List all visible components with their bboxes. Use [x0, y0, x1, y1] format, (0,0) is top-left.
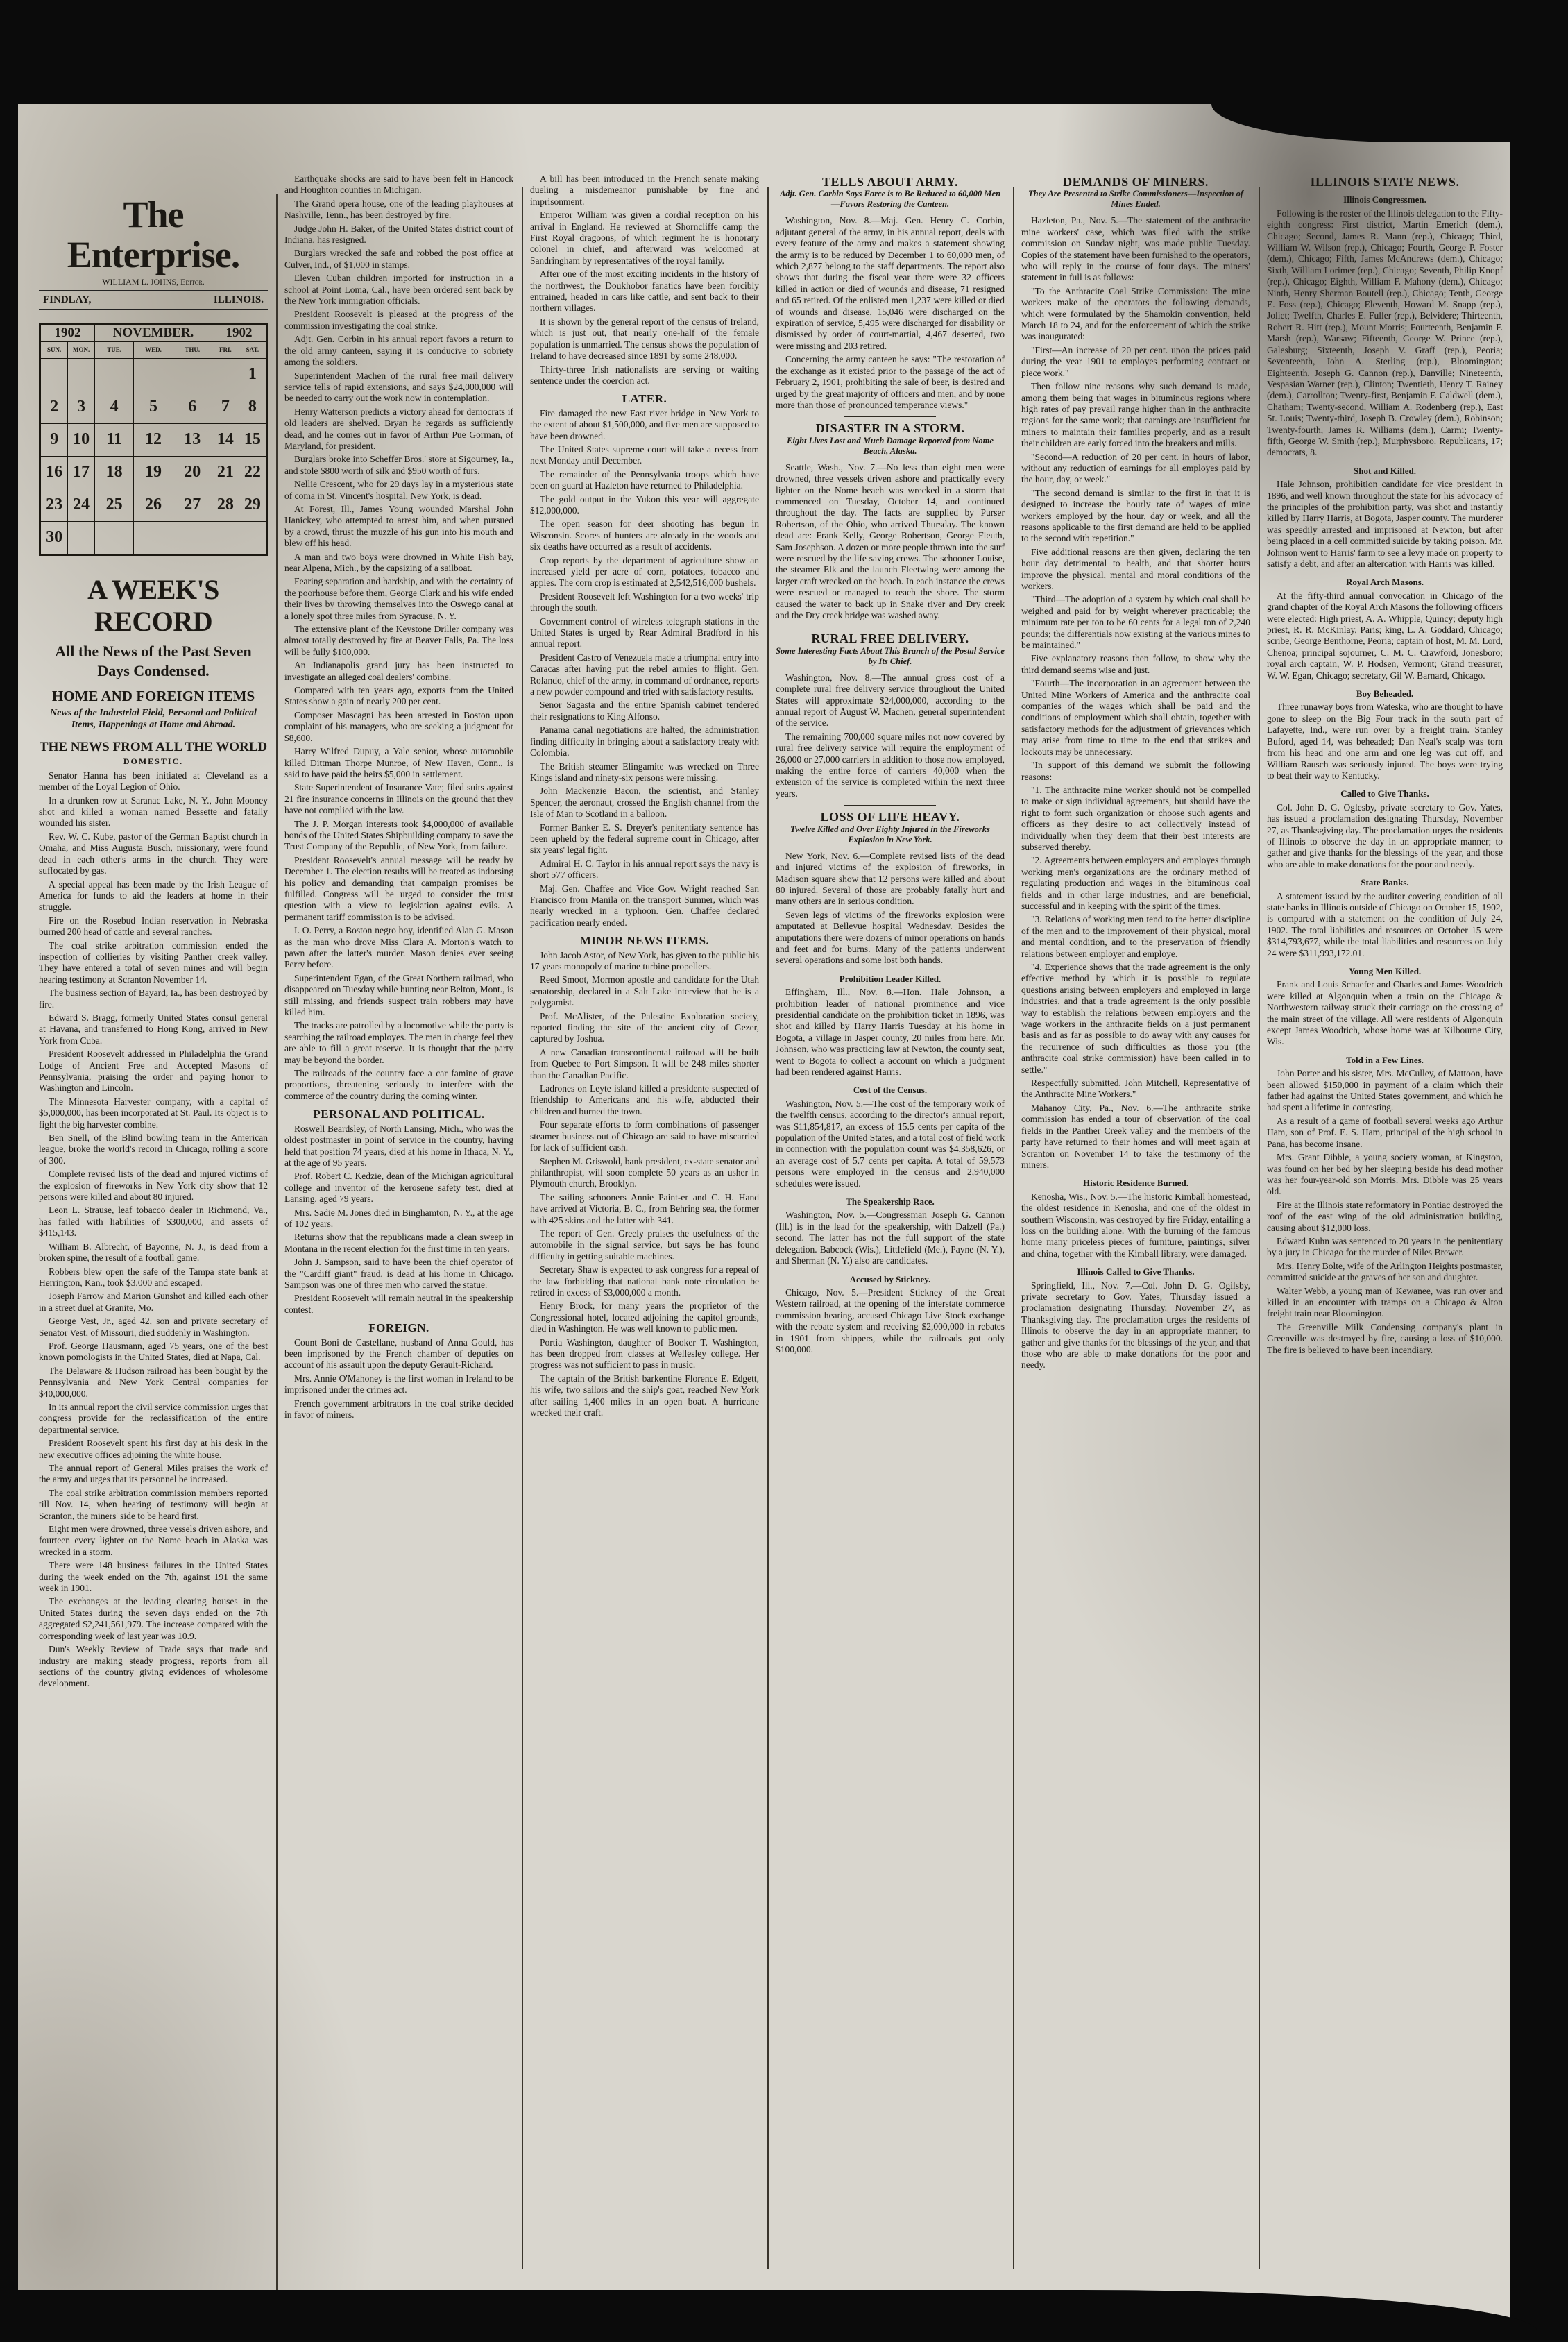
calendar-day: [94, 521, 133, 554]
calendar-day: [40, 358, 68, 391]
deck-rural-delivery: Some Interesting Facts About This Branch of the Postal Service by Its Chief.: [776, 645, 1005, 666]
torn-paper-edge: [1211, 104, 1537, 142]
calendar-day: 16: [40, 456, 68, 489]
article-paragraph: President Roosevelt left Washington for a two weeks' trip through the south.: [530, 591, 759, 613]
article-paragraph: William B. Albrecht, of Bayonne, N. J., is dead from a broken spine, the result of a football game.: [39, 1241, 268, 1264]
section-subheading: PERSONAL AND POLITICAL.: [313, 1108, 485, 1121]
article-paragraph: President Roosevelt will remain neutral in the speakership contest.: [284, 1293, 513, 1315]
article-paragraph: After one of the most exciting incidents in the history of the northwest, the Doukhobor fanatics have been forcibly entrained, headed in cars like cattle, and sent back to their northern villages.: [530, 269, 759, 314]
article-paragraph: A bill has been introduced in the French senate making dueling a misdemeanor punishable by fine and imprisonment.: [530, 173, 759, 207]
article-paragraph: "1. The anthracite mine worker should not be compelled to make or sign individual agreements, but should have the right to form such organization or choose such agents and officers as they desire to act collectively instead of individually when they deem that their best interests are subserved thereby.: [1021, 784, 1250, 852]
article-paragraph: George Vest, Jr., aged 42, son and private secretary of Senator Vest, of Missouri, died suddenly in Washington.: [39, 1316, 268, 1338]
calendar-day: 4: [94, 391, 133, 423]
headline-rural-delivery: RURAL FREE DELIVERY.: [811, 631, 969, 646]
calendar-day: 20: [173, 456, 212, 489]
article-paragraph: Fearing separation and hardship, and with the certainty of the poorhouse before them, George Clark and his wife ended their lives by throwing themselves into the Oswego canal at a lonely spot three miles from Syracuse, N. Y.: [284, 576, 513, 621]
calendar-day: 5: [134, 391, 173, 423]
calendar-day: 9: [40, 423, 68, 456]
calendar-day: [94, 358, 133, 391]
article-paragraph: Fire damaged the new East river bridge in New York to the extent of about $1,500,000, and five men are supposed to have been drowned.: [530, 407, 759, 441]
article-paragraph: In its annual report the civil service commission urges that congress provide for the reclassification of the entire departmental service.: [39, 1401, 268, 1435]
calendar-day: 19: [134, 456, 173, 489]
article-paragraph: Secretary Shaw is expected to ask congress for a repeal of the law forbidding that national bank note circulation be retired in excess of $3,000,000 a month.: [530, 1264, 759, 1298]
article-paragraph: State Superintendent of Insurance Vate; filed suits against 21 fire insurance concerns in Illinois on the ground that they have not complied with the law.: [284, 782, 513, 816]
calendar-day: 26: [134, 489, 173, 521]
section-subheading: Told in a Few Lines.: [1346, 1054, 1424, 1065]
article-paragraph: Kenosha, Wis., Nov. 5.—The historic Kimball homestead, the oldest residence in Kenosha, and one of the oldest in southern Wisconsin, was destroyed by fire Friday, entailing a loss on the building alone. With the burning of the famous home many priceless pieces of furniture, paintings, silver and china, together with the Kimball library, were damaged.: [1021, 1191, 1250, 1259]
article-paragraph: The business section of Bayard, Ia., has been destroyed by fire.: [39, 987, 268, 1010]
section-subheading: Royal Arch Masons.: [1345, 577, 1424, 588]
article-paragraph: The report of Gen. Greely praises the usefulness of the automobile in the signal service, but says he has found difficulty in getting suitable machines.: [530, 1228, 759, 1262]
article-paragraph: Senator Hanna has been initiated at Cleveland as a member of the Loyal Legion of Ohio.: [39, 770, 268, 792]
calendar-day: 21: [212, 456, 239, 489]
article-paragraph: There were 148 business failures in the United States during the week ended on the 7th, against 191 the same week in 1901.: [39, 1560, 268, 1594]
article-paragraph: Burglars wrecked the safe and robbed the post office at Culver, Ind., of $1,000 in stamps.: [284, 248, 513, 270]
calendar-week: [40, 489, 267, 521]
article-paragraph: Superintendent Egan, of the Great Northern railroad, who disappeared on Tuesday while hunting near Belton, Mont., is still missing, and friends suspect train robbers may have killed him.: [284, 972, 513, 1018]
calendar-week: [40, 391, 267, 423]
article-paragraph: Mrs. Grant Dibble, a young society woman, at Kingston, was found on her bed by her sleeping beside his dead mother was her four-year-old son Morris. Mrs. Dibble was 25 years old.: [1267, 1152, 1503, 1197]
calendar-weekday: FRI.: [212, 342, 239, 358]
section-subheading: Illinois Called to Give Thanks.: [1077, 1266, 1195, 1278]
article-paragraph: Composer Mascagni has been arrested in Boston upon complaint of his managers, who are seeking a judgment for $8,600.: [284, 709, 513, 743]
article-paragraph: Thirty-three Irish nationalists are serving or waiting sentence under the coercion act.: [530, 364, 759, 386]
calendar-day: 28: [212, 489, 239, 521]
calendar-week: [40, 358, 267, 391]
article-paragraph: Rev. W. C. Kube, pastor of the German Baptist church in Omaha, and Miss Augusta Busch, missionary, were found dead in each other's arms in the church. They were suffocated by gas.: [39, 831, 268, 876]
calendar-day: 14: [212, 423, 239, 456]
article-paragraph: Superintendent Machen of the rural free mail delivery service tells of rapid extensions, and says $24,000,000 will be needed to carry out the work now in contemplation.: [284, 370, 513, 404]
article-paragraph: Springfield, Ill., Nov. 7.—Col. John D. G. Ogilsby, private secretary to Gov. Yates, Thursday issued a proclamation designating Thursday, November 27, as Thanksgiving day. The proclamation urges the residents of Illinois to observe the day in an appropriate manner; to gather and give thanks for the blessings of the year, and that those who are able to make donations for the poor and needy.: [1021, 1280, 1250, 1371]
calendar-day: 24: [68, 489, 95, 521]
calendar-weekday: THU.: [173, 342, 212, 358]
calendar-day: 23: [40, 489, 68, 521]
article-paragraph: John Jacob Astor, of New York, has given to the public his 17 years monopoly of marine turbine propellers.: [530, 949, 759, 971]
article-paragraph: A statement issued by the auditor covering condition of all state banks in Illinois outside of Chicago on October 15, 1902, is compared with a statement on the condition of July 24, 1902. The total liabilities and resources on October 15 were $314,793,677, while the total liabilities and resources on July 24 were $311,993,172.01.: [1267, 890, 1503, 958]
article-paragraph: The gold output in the Yukon this year will aggregate $12,000,000.: [530, 493, 759, 516]
article-paragraph: Chicago, Nov. 5.—President Stickney of the Great Western railroad, at the opening of the interstate commerce commission hearing, accused Chicago Live Stock exchange with the rebate system and receiving $2,000,000 in rebates in 1901 from shippers, while the railroads got only $100,000.: [776, 1287, 1005, 1355]
article-paragraph: "To the Anthracite Coal Strike Commission: The mine workers make of the operators the following demands, which were formulated by the Shamokin convention, held March 18 to 24, and for the enforcement of which the strike was inaugurated:: [1021, 285, 1250, 342]
article-paragraph: "Second—A reduction of 20 per cent. in hours of labor, without any reduction of earnings for all employes paid by the hour, day, or week.": [1021, 451, 1250, 485]
article-paragraph: Emperor William was given a cordial reception on his arrival in England. He reviewed at Shorncliffe camp the First Royal dragoons, of which regiment he is honorary colonel in chief, and afterward was welcomed at Sandringham by representatives of the royal family.: [530, 210, 759, 266]
article-paragraph: Walter Webb, a young man of Kewanee, was run over and killed in an encounter with tramps on a Chicago & Alton freight train near Bloomington.: [1267, 1285, 1503, 1319]
article-paragraph: Judge John H. Baker, of the United States district court of Indiana, has resigned.: [284, 223, 513, 246]
article-paragraph: "2. Agreements between employers and employes through working men's organizations are the ordinary method of regulating production and wages in the bituminous coal fields and in other large industries, and are beneficial, successful and in keeping with the spirit of the times.: [1021, 855, 1250, 911]
section-subheading: Cost of the Census.: [853, 1085, 928, 1096]
article-paragraph: Henry Brock, for many years the proprietor of the Congressional hotel, located adjoining the capitol grounds, died in Washington. He was well known to public men.: [530, 1300, 759, 1334]
section-subheading: Boy Beheaded.: [1356, 688, 1414, 699]
article-paragraph: Former Banker E. S. Dreyer's penitentiary sentence has been upheld by the federal supreme court in Chicago, after six years' legal fight.: [530, 822, 759, 856]
article-paragraph: Crop reports by the department of agriculture show an increased yield per acre of corn, potatoes, tobacco and apples. The corn crop is estimated at 2,542,516,000 bushels.: [530, 554, 759, 588]
article-paragraph: President Roosevelt spent his first day at his desk in the new executive offices adjoining the white house.: [39, 1438, 268, 1460]
article-paragraph: Henry Watterson predicts a victory ahead for democrats if old leaders are shelved. Bryan he regards as sufficiently dead, and he comes out in favor of Arthur Pue Gorman, of Maryland, for president.: [284, 406, 513, 451]
calendar-weekdays: [40, 342, 267, 358]
masthead: [39, 194, 268, 310]
section-subheading: FOREIGN.: [368, 1321, 429, 1335]
column-5-articles: [1021, 215, 1250, 1371]
calendar-day: [212, 358, 239, 391]
article-paragraph: "4. Experience shows that the trade agreement is the only effective method by which it is possible to regulate questions arising between employers and employed in large industries, and that a trade agreement is the only possible way to establish the relations between employers and the wage workers in the anthracite fields on a just permanent basis and as far as possible to do away with any causes for the recurrence of such difficulties as those you (the anthracite coal strike commission) have been called in to settle.": [1021, 962, 1250, 1075]
calendar-day: 25: [94, 489, 133, 521]
calendar-days: [40, 358, 267, 554]
calendar-day: 3: [68, 391, 95, 423]
calendar-week: [40, 521, 267, 554]
section-subheading: Called to Give Thanks.: [1340, 788, 1429, 799]
section-subheading: Illinois Congressmen.: [1343, 194, 1426, 205]
article-paragraph: Panama canal negotiations are halted, the administration finding difficulty in bringing about a satisfactory treaty with Colombia.: [530, 724, 759, 758]
column-5: [1021, 173, 1250, 2311]
article-paragraph: Three runaway boys from Wateska, who are thought to have gone to sleep on the Big Four track in the south part of Lafayette, Ind., were run over by a freight train. Stanley Buford, aged 14, was beheaded; Dan Neal's scalp was torn from his head and one arm and one leg was cut off, and William Rausch was seriously injured. The boys were trying to beat their way to Kentucky.: [1267, 702, 1503, 781]
week-record-subtitle: All the News of the Past Seven Days Condensed.: [55, 642, 252, 679]
calendar-day: 30: [40, 521, 68, 554]
article-paragraph: The remaining 700,000 square miles not now covered by rural free delivery service will require the employment of 26,000 or 27,000 carriers in addition to those now employed, making the entire force of carriers 40,000 when the extension of the service is completed within the next three years.: [776, 731, 1005, 799]
masthead-place: [39, 290, 268, 309]
article-paragraph: A special appeal has been made by the Irish League of America for funds to aid the leaders at home in their struggle.: [39, 879, 268, 913]
article-paragraph: Compared with ten years ago, exports from the United States show a gain of nearly 200 per cent.: [284, 685, 513, 707]
article-paragraph: "The second demand is similar to the first in that it is designed to increase the hourly rate of wages of mine workers employed by the hour, day or week, and all the reasons applicable to the first demand are held to be applied to the second with repetition.": [1021, 487, 1250, 544]
column-1: [39, 104, 268, 2311]
masthead-editor: WILLIAM L. JOHNS, Editor.: [102, 277, 205, 287]
article-paragraph: Joseph Farrow and Marion Gunshot and killed each other in a street duel at Granite, Mo.: [39, 1291, 268, 1313]
domestic-heading: DOMESTIC.: [123, 756, 184, 767]
column-6: [1267, 173, 1503, 2311]
article-paragraph: Prof. McAlister, of the Palestine Exploration society, reported finding the site of the ancient city of Gezer, captured by Joshua.: [530, 1010, 759, 1044]
article-paragraph: Fire at the Illinois state reformatory in Pontiac destroyed the roof of the east wing of the old administration building, causing about $12,000 loss.: [1267, 1199, 1503, 1233]
section-subheading: Historic Residence Burned.: [1082, 1178, 1188, 1189]
article-paragraph: An Indianapolis grand jury has been instructed to investigate an alleged coal dealers' combine.: [284, 660, 513, 682]
article-paragraph: At the fifty-third annual convocation in Chicago of the grand chapter of the Royal Arch Masons the following officers were elected: High priest, A. A. Whipple, Quincy; deputy high priest, R. R. McKinlay, Paris; king, L. A. Goddard, Chicago; scribe, George Benthorne, Peoria; captain of host, M. M. Lord, Chenoa; principal sojourner, C. M. C. Crawford, Jonesboro; royal arch captain, W. P. Hodsen, Vermont; Grand treasurer, W. W. Egan, Chicago; secretary, Gil W. Barnard, Chicago.: [1267, 590, 1503, 681]
article-paragraph: Adjt. Gen. Corbin in his annual report favors a return to the old army canteen, saying it is conducive to sobriety among the soldiers.: [284, 334, 513, 368]
article-paragraph: Senor Sagasta and the entire Spanish cabinet tendered their resignations to King Alfonso.: [530, 699, 759, 722]
article-paragraph: Washington, Nov. 8.—The annual gross cost of a complete rural free delivery service throughout the United States will approximate $24,000,000, according to the annual report of August W. Machen, general superintendent of the service.: [776, 672, 1005, 729]
column-4: [776, 173, 1005, 2311]
article-paragraph: Washington, Nov. 8.—Maj. Gen. Henry C. Corbin, adjutant general of the army, in his annual report, deals with every feature of the army and makes a statement showing the army is to be reduced by December 1 to 60,000 men, of which 2,877 belong to the staff departments. The report also shows that during the fiscal year there were 32 officers killed in action or died of wounds and disease, 71 resigned and 65 retired. Of the enlisted men 1,237 were killed or died of wounds and disease, 15,046 were discharged on the expiration of service, 5,495 were discharged for disability or dismissed by order of court-martial, 4,467 deserted, two were missing and 203 retired.: [776, 215, 1005, 351]
article-paragraph: Robbers blew open the safe of the Tampa state bank at Herrington, Kan., took $3,000 and escaped.: [39, 1266, 268, 1288]
article-paragraph: It is shown by the general report of the census of Ireland, which is just out, that nearly one-half of the female population is unmarried. The census shows the population of Ireland to have decreased since 1891 by some 248,000.: [530, 316, 759, 362]
calendar-day: 11: [94, 423, 133, 456]
article-paragraph: President Roosevelt's annual message will be ready by December 1. The election results will be treated as indorsing his policy and demanding that campaign promises be fulfilled. Congress will be urged to consider the trust question with a view to legislation against evils. A permanent tariff commission is to be advised.: [284, 854, 513, 922]
deck-loss-of-life: Twelve Killed and Over Eighty Injured in the Fireworks Explosion in New York.: [790, 824, 990, 845]
calendar-day: [68, 521, 95, 554]
column-2: [284, 173, 513, 2311]
masthead-city: FINDLAY,: [43, 294, 92, 306]
column-1-articles: [39, 770, 268, 1690]
section-subheading: Accused by Stickney.: [849, 1273, 931, 1284]
column-6-articles: [1267, 194, 1503, 1356]
article-paragraph: Mahanoy City, Pa., Nov. 6.—The anthracite strike commission has ended a tour of observation of the coal fields in the Panther Creek valley and the members of the party have returned to their homes and will meet again at Scranton on November 14 to take the testimony of the miners.: [1021, 1102, 1250, 1170]
headline-army: TELLS ABOUT ARMY.: [821, 175, 959, 189]
article-paragraph: Stephen M. Griswold, bank president, ex-state senator and philanthropist, will soon complete 50 years as an usher in Plymouth church, Brooklyn.: [530, 1155, 759, 1189]
calendar-day: [134, 521, 173, 554]
calendar-weekday: SUN.: [40, 342, 68, 358]
section-subheading: Young Men Killed.: [1348, 966, 1422, 976]
headline-illinois: ILLINOIS STATE NEWS.: [1310, 175, 1460, 189]
calendar-weekday: TUE.: [94, 342, 133, 358]
calendar-day: 8: [239, 391, 266, 423]
article-paragraph: Prof. Robert C. Kedzie, dean of the Michigan agricultural college and inventor of the kerosene safety test, died at Lansing, aged 79 years.: [284, 1171, 513, 1205]
article-paragraph: Prof. George Hausmann, aged 75 years, one of the best known pomologists in the United States, died at Napa, Cal.: [39, 1340, 268, 1363]
article-paragraph: Burglars broke into Scheffer Bros.' store at Sigourney, Ia., and stole $800 worth of silk and $950 worth of furs.: [284, 454, 513, 476]
article-paragraph: The British steamer Elingamite was wrecked on Three Kings island and ninety-six persons were missing.: [530, 761, 759, 783]
calendar-day: 10: [68, 423, 95, 456]
calendar-day: [134, 358, 173, 391]
article-paragraph: Washington, Nov. 5.—Congressman Joseph G. Cannon (Ill.) is in the lead for the speakership, with Dalzell (Pa.) second. The latter has not the full support of the state delegation. Babcock (Wis.), Littlefield (Me.), Payne (N. Y.), and Sherman (N. Y.) also are candidates.: [776, 1210, 1005, 1266]
calendar: [39, 323, 268, 556]
article-paragraph: John J. Sampson, said to have been the chief operator of the "Cardiff giant" fraud, is dead at his home in Chicago. Sampson was one of three men who carved the statue.: [284, 1257, 513, 1290]
article-paragraph: Hale Johnson, prohibition candidate for vice president in 1896, and well known throughout the state for his advocacy of the principles of the prohibition party, was shot and instantly killed by Harry Harris, at Bogota, Jasper county. The murderer was speedily arrested and imprisoned at Newton, but after being placed in a cell committed suicide by taking poison. Mr. Johnson went to Harris' farm to see a levy made on property to satisfy a debt, and after an altercation with Harris was killed.: [1267, 479, 1503, 569]
calendar-day: [212, 521, 239, 554]
article-paragraph: "First—An increase of 20 per cent. upon the prices paid during the year 1901 to employes performing contract or piece work.": [1021, 344, 1250, 378]
article-paragraph: The Delaware & Hudson railroad has been bought by the Pennsylvania and New York Central companies for $40,000,000.: [39, 1365, 268, 1399]
article-paragraph: The extensive plant of the Keystone Driller company was almost totally destroyed by fire at Beaver Falls, Pa. The loss will be fully $100,000.: [284, 624, 513, 657]
news-all-world-heading: THE NEWS FROM ALL THE WORLD: [39, 740, 268, 755]
article-paragraph: The United States supreme court will take a recess from next Monday until December.: [530, 443, 759, 466]
article-paragraph: In a drunken row at Saranac Lake, N. Y., John Mooney shot and killed a woman named Bessette and fatally wounded his sister.: [39, 795, 268, 829]
week-record-title: A WEEK'S RECORD: [87, 573, 219, 637]
calendar-week: [40, 423, 267, 456]
masthead-state: ILLINOIS.: [213, 294, 264, 306]
calendar-month: NOVEMBER.: [94, 323, 212, 341]
article-paragraph: "In support of this demand we submit the following reasons:: [1021, 760, 1250, 782]
column-rule: [767, 187, 769, 2269]
section-subheading: The Speakership Race.: [846, 1196, 935, 1207]
headline-storm: DISASTER IN A STORM.: [815, 421, 965, 436]
article-paragraph: Admiral H. C. Taylor in his annual report says the navy is short 577 officers.: [530, 858, 759, 881]
section-subheading: LATER.: [622, 392, 667, 406]
article-paragraph: Mrs. Annie O'Mahoney is the first woman in Ireland to be imprisoned under the crimes act.: [284, 1373, 513, 1395]
article-paragraph: The Grand opera house, one of the leading playhouses at Nashville, Tenn., has been destroyed by fire.: [284, 198, 513, 221]
article-paragraph: President Roosevelt addressed in Philadelphia the Grand Lodge of Ancient Free and Accepted Masons of Pennsylvania, praising the order and paying honor to Washington and Lincoln.: [39, 1049, 268, 1094]
calendar-day: [173, 521, 212, 554]
calendar-week: [40, 456, 267, 489]
article-paragraph: "Third—The adoption of a system by which coal shall be weighed and paid for by weight wherever practicable; the minimum rate per ton to be 60 cents for a legal ton of 2,240 pounds; the differentials now existing at the various mines to be maintained.": [1021, 594, 1250, 651]
deck-army: Adjt. Gen. Corbin Says Force is to Be Reduced to 60,000 Men—Favors Restoring the Canteen.: [779, 189, 1001, 210]
article-paragraph: Maj. Gen. Chaffee and Vice Gov. Wright reached San Francisco from Manila on the transport Sumner, which was nearly wrecked in a typhoon. Gen. Chaffee declared pacification nearly ended.: [530, 883, 759, 928]
newspaper-page: [18, 104, 1537, 2332]
article-paragraph: The J. P. Morgan interests took $4,000,000 of available bonds of the United States Shipbuilding company to save the Trust Company of the Republic, of New York, from failure.: [284, 818, 513, 852]
article-paragraph: Count Boni de Castellane, husband of Anna Gould, has been imprisoned by the French chamber of deputies on account of his assault upon the deputy Gerault-Richard.: [284, 1337, 513, 1371]
calendar-day: 7: [212, 391, 239, 423]
calendar-day: 6: [173, 391, 212, 423]
article-paragraph: Edward S. Bragg, formerly United States consul general at Havana, and transferred to Hong Kong, arrived in New York from Cuba.: [39, 1012, 268, 1046]
masthead-title: The Enterprise.: [67, 194, 240, 275]
article-paragraph: A new Canadian transcontinental railroad will be built from Quebec to Port Simpson. It will be 248 miles shorter than the Canadian Pacific.: [530, 1046, 759, 1080]
headline-loss-of-life: LOSS OF LIFE HEAVY.: [820, 810, 960, 824]
column-3: [530, 173, 759, 2311]
calendar-weekday: SAT.: [239, 342, 266, 358]
article-paragraph: President Castro of Venezuela made a triumphal entry into Caracas after having put the rebel armies to flight. Gen. Rolando, chief of the army, in command of ordnance, reports a new powder compound and tried with satisfactory results.: [530, 652, 759, 697]
section-subheading: MINOR NEWS ITEMS.: [579, 934, 710, 948]
article-army: [776, 215, 1005, 411]
calendar-day: 13: [173, 423, 212, 456]
column-3-articles: [530, 173, 759, 1418]
home-foreign-desc: News of the Industrial Field, Personal and Political Items, Happenings at Home and Abroad.: [50, 708, 257, 731]
section-subheading: State Banks.: [1361, 877, 1409, 888]
article-paragraph: "Fourth—The incorporation in an agreement between the United Mine Workers of America and the anthracite coal companies of the wages which shall be paid and the conditions of employment which shall obtain, together with satisfactory methods for the adjustment of grievances which may arise from time to time to the end that strikes and lockouts may be unnecessary.: [1021, 678, 1250, 757]
calendar-day: [239, 521, 266, 554]
article-paragraph: Returns show that the republicans made a clean sweep in Montana in the recent election for the first time in ten years.: [284, 1232, 513, 1254]
article-paragraph: New York, Nov. 6.—Complete revised lists of the dead and injured victims of the explosion of fireworks, in Madison square show that 12 persons were killed and about 80 injured. Several of those are probably fatally hurt and many others are in serious condition.: [776, 850, 1005, 907]
torn-paper-edge: [1510, 104, 1537, 2332]
article-paragraph: A man and two boys were drowned in White Fish bay, near Alpena, Mich., by the capsizing of a sailboat.: [284, 551, 513, 573]
article-paragraph: Five explanatory reasons then follow, to show why the third demand seems wise and just.: [1021, 653, 1250, 675]
article-paragraph: Harry Wilfred Dupuy, a Yale senior, whose automobile killed Dittman Thorpe Munroe, of New Haven, Conn., is said to have paid the heirs $5,000 in settlement.: [284, 746, 513, 779]
column-rule: [276, 194, 278, 2297]
article-paragraph: Five additional reasons are then given, declaring the ten hour day detrimental to health, and that shorter hours improve the physical, mental and moral conditions of the workers.: [1021, 546, 1250, 591]
article-paragraph: Washington, Nov. 5.—The cost of the temporary work of the twelfth census, according to the director's annual report, was $11,854,817, an excess of 15.5 cents per capita of the population of the United States, and a total cost of field work in connection with the population count was $4,358,626, or an average cost of 5.7 cents per capita. A total of 59,573 persons were employed in the census and 2,940,000 schedules were issued.: [776, 1098, 1005, 1189]
calendar-day: 22: [239, 456, 266, 489]
calendar-day: [173, 358, 212, 391]
article-paragraph: Respectfully submitted, John Mitchell, Representative of the Anthracite Mine Workers.": [1021, 1078, 1250, 1100]
article-paragraph: I. O. Perry, a Boston negro boy, identified Alan G. Mason as the man who drove Miss Clara A. Morton's watch to pawn after the latter's murder. Mason denies ever seeing Perry before.: [284, 925, 513, 970]
article-paragraph: Leon L. Strause, leaf tobacco dealer in Richmond, Va., has failed with liabilities of $300,000, and assets of $415,143.: [39, 1205, 268, 1239]
article-paragraph: John Porter and his sister, Mrs. McCulley, of Mattoon, have been allowed $150,000 in payment of a claim which their father had against the United States government, and which he had spent a lifetime in contesting.: [1267, 1068, 1503, 1113]
calendar-header: [40, 323, 267, 341]
article-paragraph: The Greenville Milk Condensing company's plant in Greenville was destroyed by fire, causing a loss of $10,000. The fire is believed to have been incendiary.: [1267, 1321, 1503, 1355]
article-paragraph: President Roosevelt is pleased at the progress of the commission investigating the coal strike.: [284, 309, 513, 331]
article-paragraph: Four separate efforts to form combinations of passenger steamer business out of Chicago are said to have miscarried for lack of sufficient cash.: [530, 1119, 759, 1153]
deck-miners: They Are Presented to Strike Commissioners—Inspection of Mines Ended.: [1028, 189, 1243, 210]
calendar-year-right: 1902: [212, 323, 266, 341]
article-paragraph: The Minnesota Harvester company, with a capital of $5,000,000, has been incorporated at St. Paul. Its object is to fight the big harvester combine.: [39, 1096, 268, 1130]
column-2-articles: [284, 173, 513, 1420]
calendar-day: 2: [40, 391, 68, 423]
article-paragraph: The exchanges at the leading clearing houses in the United States during the seven days ended on the 7th aggregated $2,241,561,979. The increase compared with the corresponding week of last year was 10.9.: [39, 1596, 268, 1641]
article-paragraph: Complete revised lists of the dead and injured victims of the explosion of fireworks in New York city show that 12 persons were killed and about 80 injured.: [39, 1169, 268, 1203]
article-paragraph: Col. John D. G. Oglesby, private secretary to Gov. Yates, has issued a proclamation designating Thursday, November 27, as Thanksgiving day. The proclamation urges the residents of Illinois to observe the day in an appropriate manner; to gather and give thanks for the blessings of the year, and those who are able to make donations for the poor and needy.: [1267, 801, 1503, 869]
article-storm: [776, 462, 1005, 622]
article-paragraph: The captain of the British barkentine Florence E. Edgett, his wife, two sailors and the ship's goat, reached New York after sailing 1,400 miles in an open boat. A hurricane wrecked their craft.: [530, 1373, 759, 1418]
article-paragraph: Portia Washington, daughter of Booker T. Washington, has been dropped from classes at Wellesley college. Her progress was not sufficient to pass in music.: [530, 1337, 759, 1371]
article-paragraph: The railroads of the country face a car famine of grave proportions, threatening seriously to interfere with the commerce of the country during the coming winter.: [284, 1068, 513, 1101]
article-paragraph: Hazleton, Pa., Nov. 5.—The statement of the anthracite mine workers' case, which was filed with the strike commission on Sunday night, was made public Tuesday. Copies of the statement have been furnished to the operators, who will reply in the course of four days. The miners' statement in full is as follows:: [1021, 215, 1250, 283]
article-paragraph: Frank and Louis Schaefer and Charles and James Woodrich were killed at Algonquin when a train on the Chicago & Northwestern railway struck their carriage on the crossing of the main street of the village. All were residents of Algonquin except James Woodrich, whose home was at Kilbourne City, Wis.: [1267, 979, 1503, 1047]
article-paragraph: As a result of a game of football several weeks ago Arthur Ham, son of Prof. E. S. Ham, principal of the high school in Pana, has become insane.: [1267, 1115, 1503, 1149]
article-paragraph: Reed Smoot, Mormon apostle and candidate for the Utah senatorship, declared in a Salt Lake interview that he is a polygamist.: [530, 974, 759, 1008]
article-paragraph: Eleven Cuban children imported for instruction in a school at Point Loma, Cal., have been ordered sent back by the New York immigration officials.: [284, 273, 513, 307]
deck-storm: Eight Lives Lost and Much Damage Reported from Nome Beach, Alaska.: [787, 435, 994, 456]
article-rural-delivery: [776, 672, 1005, 799]
article-paragraph: Earthquake shocks are said to have been felt in Hancock and Houghton counties in Michigan.: [284, 173, 513, 196]
article-paragraph: The tracks are patrolled by a locomotive while the party is searching the railroad employes. The men in charge feel they are able to fill a great reserve. It is thought that the party may be beyond the border.: [284, 1020, 513, 1065]
column-rule: [522, 187, 523, 2269]
article-paragraph: Government control of wireless telegraph stations in the United States is urged by Rear Admiral Bradford in his annual report.: [530, 616, 759, 650]
article-paragraph: Seven legs of victims of the fireworks explosion were amputated at Bellevue hospital Wednesday. Besides the amputations there were dozens of minor operations on hands and feet and for burns. Many of the patients underwent several operations and some lost both hands.: [776, 909, 1005, 966]
calendar-day: 29: [239, 489, 266, 521]
article-paragraph: The sailing schooners Annie Paint-er and C. H. Hand have arrived at Victoria, B. C., from Behring sea, the former with 425 skins and the latter with 341.: [530, 1191, 759, 1225]
calendar-day: [68, 358, 95, 391]
calendar-day: 12: [134, 423, 173, 456]
article-paragraph: John Mackenzie Bacon, the scientist, and Stanley Spencer, the aeronaut, crossed the English channel from the Isle of Man to Scotland in a balloon.: [530, 786, 759, 820]
article-paragraph: Ben Snell, of the Blind bowling team in the American league, broke the world's record in Chicago, rolling a score of 300.: [39, 1132, 268, 1166]
article-paragraph: Mrs. Henry Bolte, wife of the Arlington Heights postmaster, committed suicide at the graves of her son and daughter.: [1267, 1260, 1503, 1283]
article-paragraph: French government arbitrators in the coal strike decided in favor of miners.: [284, 1398, 513, 1420]
article-paragraph: At Forest, Ill., James Young wounded Marshal John Hanickey, who attempted to arrest him, and when pursued by a crowd, thrust the muzzle of his gun into his mouth and blew off his head.: [284, 503, 513, 549]
calendar-day: 18: [94, 456, 133, 489]
article-paragraph: Eight men were drowned, three vessels driven ashore, and fourteen every lighter on the Nome beach in Alaska was wrecked in a storm.: [39, 1524, 268, 1557]
home-foreign-heading: HOME AND FOREIGN ITEMS: [51, 687, 255, 704]
calendar-day: 17: [68, 456, 95, 489]
article-paragraph: Then follow nine reasons why such demand is made, among them being that wages in bituminous regions where high rates of pay prevail range higher than in the anthracite regions for the same work; that earnings are insufficient for miners to maintain their families properly, and as a result their children are early forced into the breakers and mills.: [1021, 381, 1250, 449]
article-paragraph: The coal strike arbitration commission members reported till Nov. 14, when hearing of testimony will begin at Scranton, the miners' side to be heard first.: [39, 1487, 268, 1521]
article-paragraph: The coal strike arbitration commission ended the inspection of collieries by visiting Panther creek valley. They have entered a total of seven mines and will begin hearing testimony at Scranton November 14.: [39, 940, 268, 985]
column-rule: [1259, 187, 1260, 2269]
calendar-day: 15: [239, 423, 266, 456]
article-paragraph: Fire on the Rosebud Indian reservation in Nebraska burned 200 head of cattle and several ranches.: [39, 915, 268, 937]
article-paragraph: Nellie Crescent, who for 29 days lay in a mysterious state of coma in St. Vincent's hospital, New York, is dead.: [284, 479, 513, 501]
column-rule: [1013, 187, 1014, 2269]
calendar-day: 1: [239, 358, 266, 391]
article-paragraph: Seattle, Wash., Nov. 7.—No less than eight men were drowned, three vessels driven ashore and practically every lighter on the Nome beach was wrecked in a storm that commenced on Tuesday, October 14, and continued throughout the day. The facts are supplied by Purser Robertson, of the Ohio, who arrived Thursday. The known dead are: Frank Kelly, George Robertson, George Fleuth, Sam Josephson. A dozen or more people thrown into the surf were rescued by the life saving crews. The schooner Louise, the steamer Elk and the launch Fleetwing were among the larger craft wrecked on the beach. In each instance the crews were rescued or managed to reach the shore. The storm caused the water to back up in Snake river and Dry creek and the Dry creek bridge was washed away.: [776, 461, 1005, 620]
calendar-weekday: MON.: [68, 342, 95, 358]
article-paragraph: Roswell Beardsley, of North Lansing, Mich., who was the oldest postmaster in point of service in the country, having held that position 74 years, died at his home in Ithaca, N. Y., at the age of 95 years.: [284, 1123, 513, 1168]
article-paragraph: The annual report of General Miles praises the work of the army and urges that its personnel be increased.: [39, 1463, 268, 1485]
calendar-weekday: WED.: [134, 342, 173, 358]
article-paragraph: Edward Kuhn was sentenced to 20 years in the penitentiary by a jury in Chicago for the murder of Niles Brewer.: [1267, 1235, 1503, 1258]
article-paragraph: Ladrones on Leyte island killed a presidente suspected of friendship to Americans and his wife, abducted their children and burned the town.: [530, 1083, 759, 1117]
article-paragraph: The remainder of the Pennsylvania troops which have been on guard at Hazleton have returned to Philadelphia.: [530, 468, 759, 491]
torn-paper-edge: [18, 2290, 1537, 2332]
calendar-day: 27: [173, 489, 212, 521]
article-paragraph: "3. Relations of working men tend to the better discipline of the men and to the improvement of their physical, moral and mental condition, and to the preservation of friendly relations between employer and employe.: [1021, 914, 1250, 959]
section-subheading: Shot and Killed.: [1354, 465, 1416, 476]
article-paragraph: The open season for deer shooting has begun in Wisconsin. Scores of hunters are already in the woods and six deaths have occurred as a result of accidents.: [530, 518, 759, 552]
article-paragraph: Following is the roster of the Illinois delegation to the Fifty-eighth congress: First district, Martin Emerich (dem.), Chicago; Second, James R. Mann (rep.), Chicago; Third, William W. Wilson (rep.), Chicago; Fourth, George P. Foster (dem.), Chicago; Fifth, James McAndrews (dem.), Chicago; Sixth, William Lorimer (rep.), Chicago; Seventh, Philip Knopf (rep.), Chicago; Eighth, William F. Mahony (dem.), Chicago; Ninth, Henry Sherman Boutell (rep.), Chicago; Tenth, George E. Foss (rep.), Chicago; Eleventh, Howard M. Snapp (rep.), Joliet; Twelfth, Charles E. Fuller (rep.), Belvidere; Thirteenth, Robert R. Hitt (rep.), Mount Morris; Fourteenth, Benjamin F. Marsh (rep.), Warsaw; Fifteenth, George W. Prince (rep.), Galesburg; Sixteenth, Joseph V. Graff (rep.), Peoria; Seventeenth, John A. Sterling (rep.), Bloomington; Eighteenth, Joseph G. Cannon (rep.), Danville; Nineteenth, Vespasian Warner (rep.), Clinton; Twentieth, Henry T. Rainey (dem.), Carrollton; Twenty-first, Benjamin F. Caldwell (dem.), Chatham; Twenty-second, William A. Rodenberg (rep.), East St. Louis; Twenty-third, Joseph B. Crowley (dem.), Robinson; Twenty-fourth, James R. Williams (dem.), Carmi; Twenty-fifth, George W. Smith (rep.), Murphysboro. Republicans, 17; democrats, 8.: [1267, 207, 1503, 458]
section-subheading: Prohibition Leader Killed.: [839, 973, 941, 984]
article-loss-of-life: [776, 851, 1005, 1356]
article-paragraph: Mrs. Sadie M. Jones died in Binghamton, N. Y., at the age of 102 years.: [284, 1207, 513, 1229]
calendar-year-left: 1902: [40, 323, 95, 341]
article-paragraph: Concerning the army canteen he says: "The restoration of the exchange as it existed prior to the passage of the act of February 2, 1901, prohibiting the sale of beer, is desired and urged by the great majority of officers and men, and by none more than those of pronounced temperance views.": [776, 354, 1005, 410]
article-paragraph: Effingham, Ill., Nov. 8.—Hon. Hale Johnson, a prohibition leader of national prominence and vice presidential candidate on the prohibition ticket in 1896, was shot and killed by Harry Harris Tuesday at his home in Bogota, a village in Jasper county, 20 miles from here. Mr. Johnson, who was practicing law at Newton, the county seat, went to Bogota to collect a account on which a judgment had been rendered against Harris.: [776, 987, 1005, 1077]
headline-miners: DEMANDS OF MINERS.: [1063, 175, 1209, 189]
article-paragraph: Dun's Weekly Review of Trade says that trade and industry are making steady progress, reports from all sections of the country giving evidences of wholesome development.: [39, 1644, 268, 1689]
